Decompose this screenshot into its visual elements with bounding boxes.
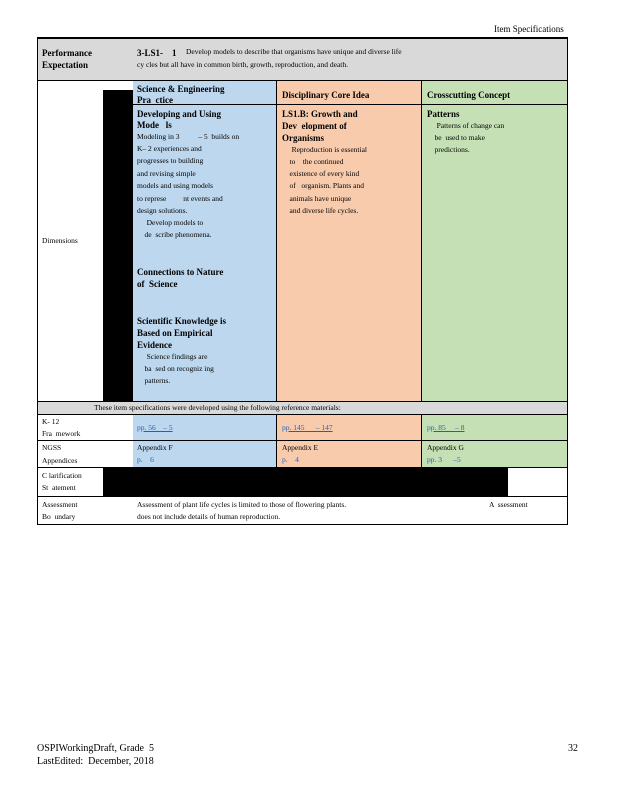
assessment-text-line1: Assessment of plant life cycles is limited to those of flowering plants. [137, 500, 347, 509]
k12-label-line1: K- 12 [42, 417, 60, 426]
dci-body-line: of organism. Plants and [282, 181, 364, 190]
k12-dci-link[interactable]: pp. 145 – 147 [282, 423, 333, 432]
assessment-text-line1-right: A ssessment [489, 500, 528, 509]
sep-body-line: and revising simple [137, 169, 196, 178]
table-border-bottom [37, 524, 568, 525]
clarification-label-line2: St atement [42, 483, 76, 492]
sep-body-line: to represe nt events and [137, 194, 223, 203]
sep-title-line2: Mode ls [137, 120, 172, 130]
table-rule [37, 80, 568, 81]
dci-body-line: and diverse life cycles. [282, 206, 359, 215]
sep-body-line: progresses to building [137, 156, 204, 165]
sep-header-line1: Science & Engineering [137, 84, 225, 94]
page-number: 32 [568, 743, 578, 754]
sk-bullet-line: patterns. [137, 376, 171, 385]
pe-label-line2: Expectation [42, 60, 88, 70]
pe-text-line2: cy cles but all have in common birth, growth, reproduction, and death. [137, 60, 348, 69]
ngss-label-line2: Appendices [42, 456, 78, 465]
sep-body-line: K– 2 experiences and [137, 144, 202, 153]
assessment-label-line1: Assessment [42, 500, 78, 509]
ngss-dci-title: Appendix E [282, 443, 319, 452]
dci-body-line: to the continued [282, 157, 344, 166]
table-rule [37, 496, 568, 497]
k12-sep-link[interactable]: pp. 56 – 5 [137, 423, 173, 432]
reference-note: These item specifications were developed using the following reference materials: [94, 403, 341, 412]
table-border-left [37, 37, 38, 525]
ccc-title: Patterns [427, 109, 460, 119]
sep-title-line1: Developing and Using [137, 109, 222, 119]
dci-title-line3: Organisms [282, 133, 325, 143]
dimensions-label: Dimensions [42, 236, 78, 245]
sk-bullet-line: ba sed on recogniz ing [137, 364, 214, 373]
ngss-label-line1: NGSS [42, 443, 62, 452]
k12-label-line2: Fra mework [42, 429, 81, 438]
ccc-body-line: be used to make [427, 133, 485, 142]
connections-title-line1: Connections to Nature [137, 267, 224, 277]
ngss-dci-link[interactable]: p. 4 [282, 455, 299, 464]
sep-bullet-line: de scribe phenomena. [137, 230, 212, 239]
footer-draft-label: OSPIWorkingDraft, Grade 5 [37, 743, 154, 754]
dci-body-line: Reproduction is essential [282, 145, 364, 154]
scientific-knowledge-line1: Scientific Knowledge is [137, 316, 226, 326]
sep-bullet-line: Develop models to [137, 218, 200, 227]
table-rule [37, 467, 568, 468]
dci-header: Disciplinary Core Idea [282, 90, 370, 100]
dci-body-line: existence of every kind [282, 169, 360, 178]
table-border-top [37, 37, 568, 39]
footer-last-edited: LastEdited: December, 2018 [37, 756, 154, 767]
table-rule [421, 81, 422, 401]
clarification-label-line1: C larification [42, 471, 82, 480]
table-rule [133, 104, 567, 105]
table-rule [276, 414, 277, 467]
sep-header-line2: Pra ctice [137, 95, 173, 105]
ngss-ccc-title: Appendix G [427, 443, 464, 452]
ccc-header: Crosscutting Concept [427, 90, 511, 100]
sep-body-line: design solutions. [137, 206, 188, 215]
assessment-label-line2: Bo undary [42, 512, 76, 521]
sk-bullet-line: Science findings are [137, 352, 204, 361]
pe-label-line1: Performance [42, 48, 92, 58]
dci-body-line: animals have unique [282, 194, 352, 203]
ngss-ccc-link[interactable]: pp. 3 –5 [427, 455, 461, 464]
ccc-body-line: Patterns of change can [427, 121, 501, 130]
sep-body-line: models and using models [137, 181, 214, 190]
pe-text-line1: Develop models to describe that organisms have unique and diverse life [186, 47, 402, 56]
dci-title-line2: Dev elopment of [282, 121, 347, 131]
table-rule [37, 440, 568, 441]
table-rule [421, 414, 422, 467]
sep-body-line: Modeling in 3 – 5 builds on [137, 132, 240, 141]
connections-title-line2: of Science [137, 279, 178, 289]
dci-title-line1: LS1.B: Growth and [282, 109, 358, 119]
table-rule [276, 81, 277, 401]
page-header-title: Item Specifications [494, 24, 564, 34]
ngss-sep-title: Appendix F [137, 443, 173, 452]
scientific-knowledge-line2: Based on Empirical [137, 328, 213, 338]
table-border-right [567, 37, 568, 525]
redaction-block-clarification [103, 467, 508, 497]
assessment-text-line2: does not include details of human reproduction. [137, 512, 281, 521]
ccc-body-line: predictions. [427, 145, 470, 154]
pe-code: 3-LS1- 1 [137, 48, 177, 58]
ngss-sep-link[interactable]: p. 6 [137, 455, 154, 464]
k12-ccc-link[interactable]: pp. 85 – 8 [427, 423, 465, 432]
redaction-block-left [103, 90, 133, 402]
scientific-knowledge-line3: Evidence [137, 340, 172, 350]
